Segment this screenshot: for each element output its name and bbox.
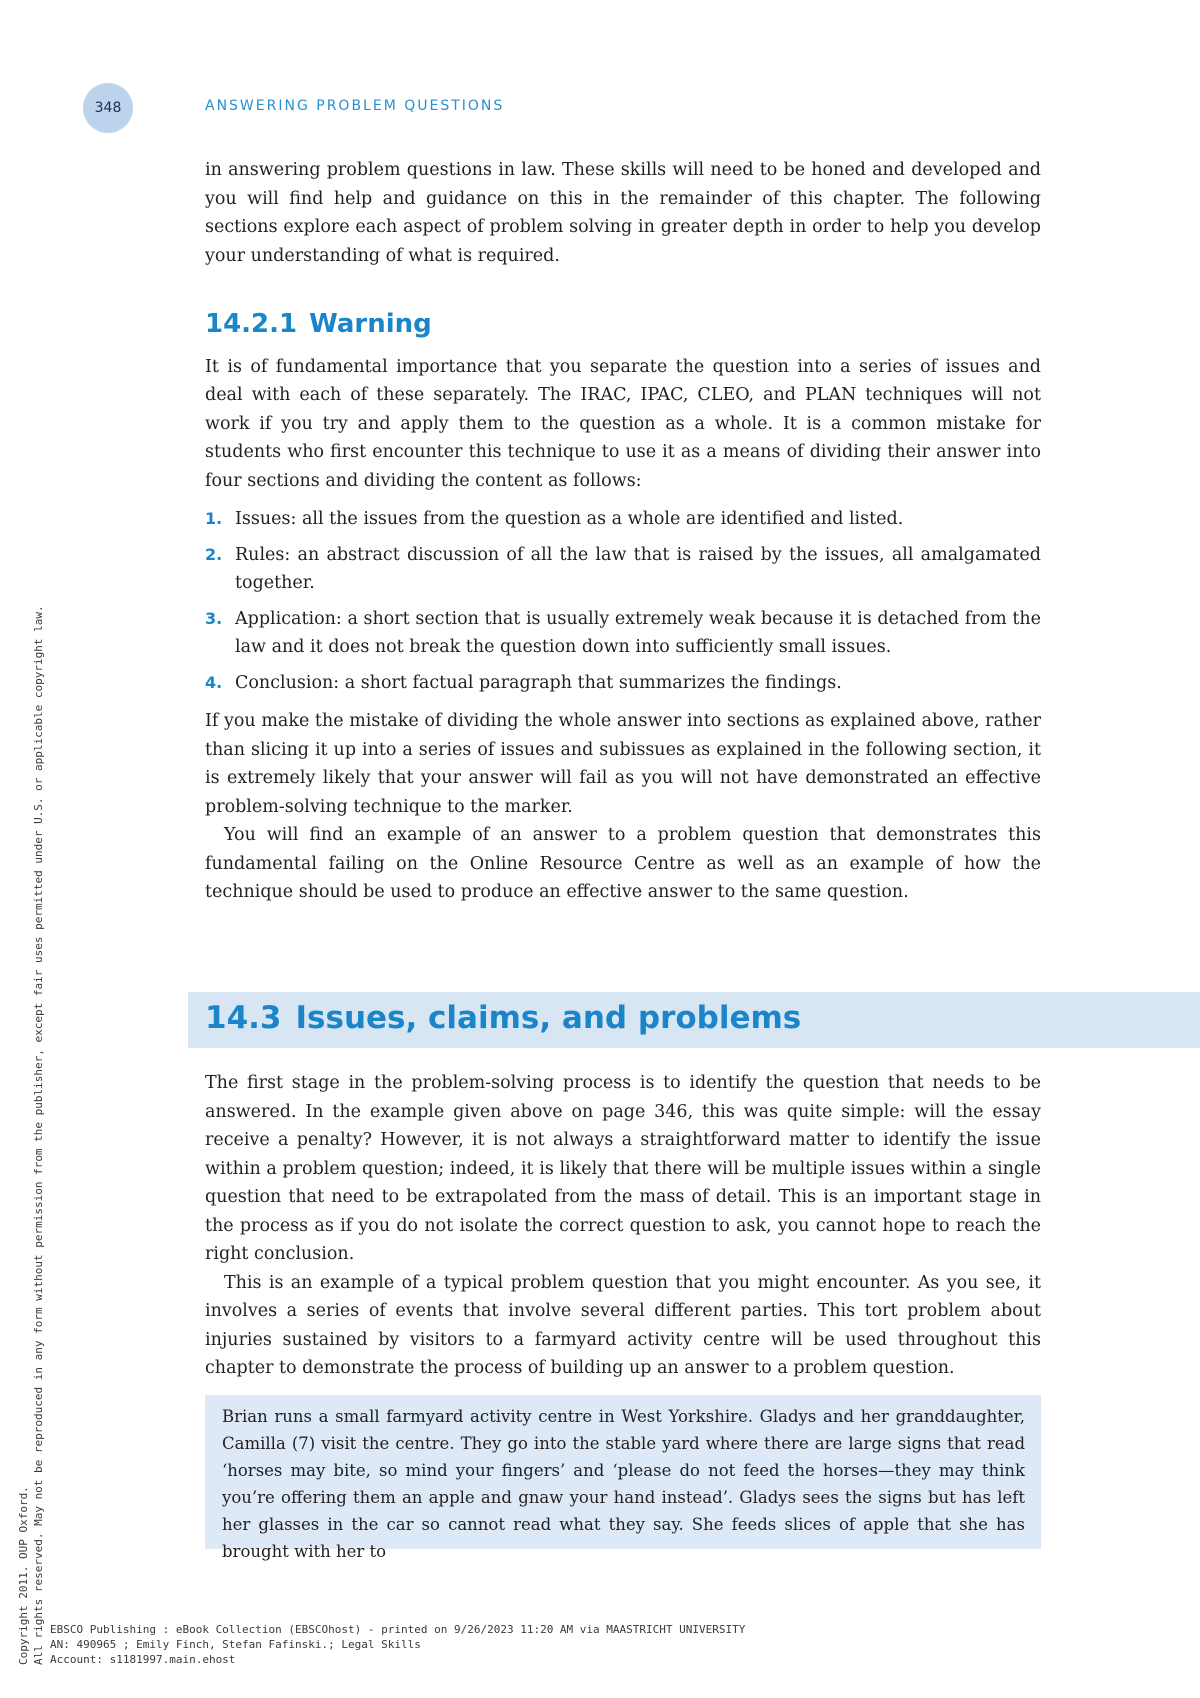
section-paragraph-1: The first stage in the problem-solving process is to identify the question that needs to be answered. In the example given above on page 346, this was quite simple: will the essay receive a penalty? However, it is not always a straightforward matter to identify the issue within a problem question; indeed, it is likely that there will be multiple issues within a single question that need to be extrapolated from the mass of detail. This is an important stage in the process as if you do not isolate the correct question to ask, you cannot hope to reach the right conclusion. (205, 1073, 1041, 1264)
list-item-text: Conclusion: a short factual paragraph that summarizes the findings. (235, 672, 842, 693)
warning-paragraph-3: You will find an example of an answer to a problem question that demonstrates this fundamental failing on the Online Resource Centre as well as an example of how the technique should be used to produce an effective answer to the same question. (205, 825, 1041, 902)
list-item-text: Rules: an abstract discussion of all the law that is raised by the issues, all amalgamated together. (235, 544, 1041, 593)
warning-paragraph-1: It is of fundamental importance that you separate the question into a series of issues and deal with each of these separately. The IRAC, IPAC, CLEO, and PLAN techniques will not work if you try and apply them to the question as a whole. It is a common mistake for students who first encounter this technique to use it as a means of dividing their answer into four sections and dividing the content as follows: (205, 356, 1041, 491)
list-item (205, 505, 1041, 534)
copyright-notice (16, 365, 56, 1665)
list-item-text: Application: a short section that is usually extremely weak because it is detached from the law and it does not break the question down into sufficiently small issues. (235, 608, 1041, 657)
example-problem-text: Brian runs a small farmyard activity centre in West Yorkshire. Gladys and her granddaughter, Camilla (7) visit the centre. They go into the stable yard where there are large signs that read ‘horses may bite, so mind your fingers’ and ‘please do not feed the horses—they may think you’re offering them an apple and gnaw your hand instead’. Gladys sees the signs but has left her glasses in the car so cannot read what they say. She feeds slices of apple that she has brought with her to (222, 1407, 1025, 1561)
subsection-title: Warning (309, 309, 432, 339)
list-item-number: 1. (205, 509, 223, 528)
list-item (205, 605, 1041, 662)
list-item (205, 669, 1041, 698)
section-body (205, 1069, 1041, 1383)
section-title: Issues, claims, and problems (295, 1000, 802, 1036)
intro-paragraph: in answering problem questions in law. These skills will need to be honed and developed and you will find help and guidance on this in the remainder of this chapter. The following sections explore each aspect of problem solving in greater depth in order to help you develop your understanding of what is required. (205, 160, 1041, 266)
copyright-line-2: All rights reserved. May not be reproduced in any form without permission from the publisher, except fair uses permitted under U.S. or applicable copyright law. (32, 605, 45, 1665)
section-number: 14.3 (205, 1000, 282, 1036)
section-heading (205, 1000, 801, 1036)
subsection-number: 14.2.1 (205, 309, 298, 339)
example-problem-box (205, 1395, 1041, 1561)
main-content (205, 156, 1041, 907)
section-paragraph-2: This is an example of a typical problem question that you might encounter. As you see, it involves a series of events that involve several different parties. This tort problem about injuries sustained by visitors to a farmyard activity centre will be used throughout this chapter to demonstrate the process of building up an answer to a problem question. (205, 1272, 1041, 1378)
warning-paragraph-2: If you make the mistake of dividing the whole answer into sections as explained above, rather than slicing it up into a series of issues and subissues as explained in the following section, it is extremely likely that your answer will fail as you will not have demonstrated an effective problem-solving technique to the marker. (205, 711, 1041, 817)
list-item-number: 4. (205, 672, 223, 692)
footer-line-1: EBSCO Publishing : eBook Collection (EBSCOhost) - printed on 9/26/2023 11:20 AM via MAASTRICHT UNIVERSITY (50, 1623, 746, 1636)
running-head: ANSWERING PROBLEM QUESTIONS (205, 98, 505, 114)
list-item-number: 3. (205, 608, 223, 628)
list-item-text: Issues: all the issues from the question as a whole are identified and listed. (235, 509, 904, 529)
subsection-heading (205, 310, 1041, 339)
footer-line-3: Account: s1181997.main.ehost (50, 1653, 236, 1666)
list-item-number: 2. (205, 544, 223, 564)
print-footer (50, 1622, 745, 1667)
list-item (205, 541, 1041, 598)
footer-line-2: AN: 490965 ; Emily Finch, Stefan Fafinski.; Legal Skills (50, 1638, 421, 1651)
copyright-line-1: Copyright 2011. OUP Oxford. (17, 1486, 30, 1665)
section-heading-band (188, 992, 1200, 1048)
page-number: 348 (83, 83, 133, 133)
issues-list (205, 505, 1041, 697)
